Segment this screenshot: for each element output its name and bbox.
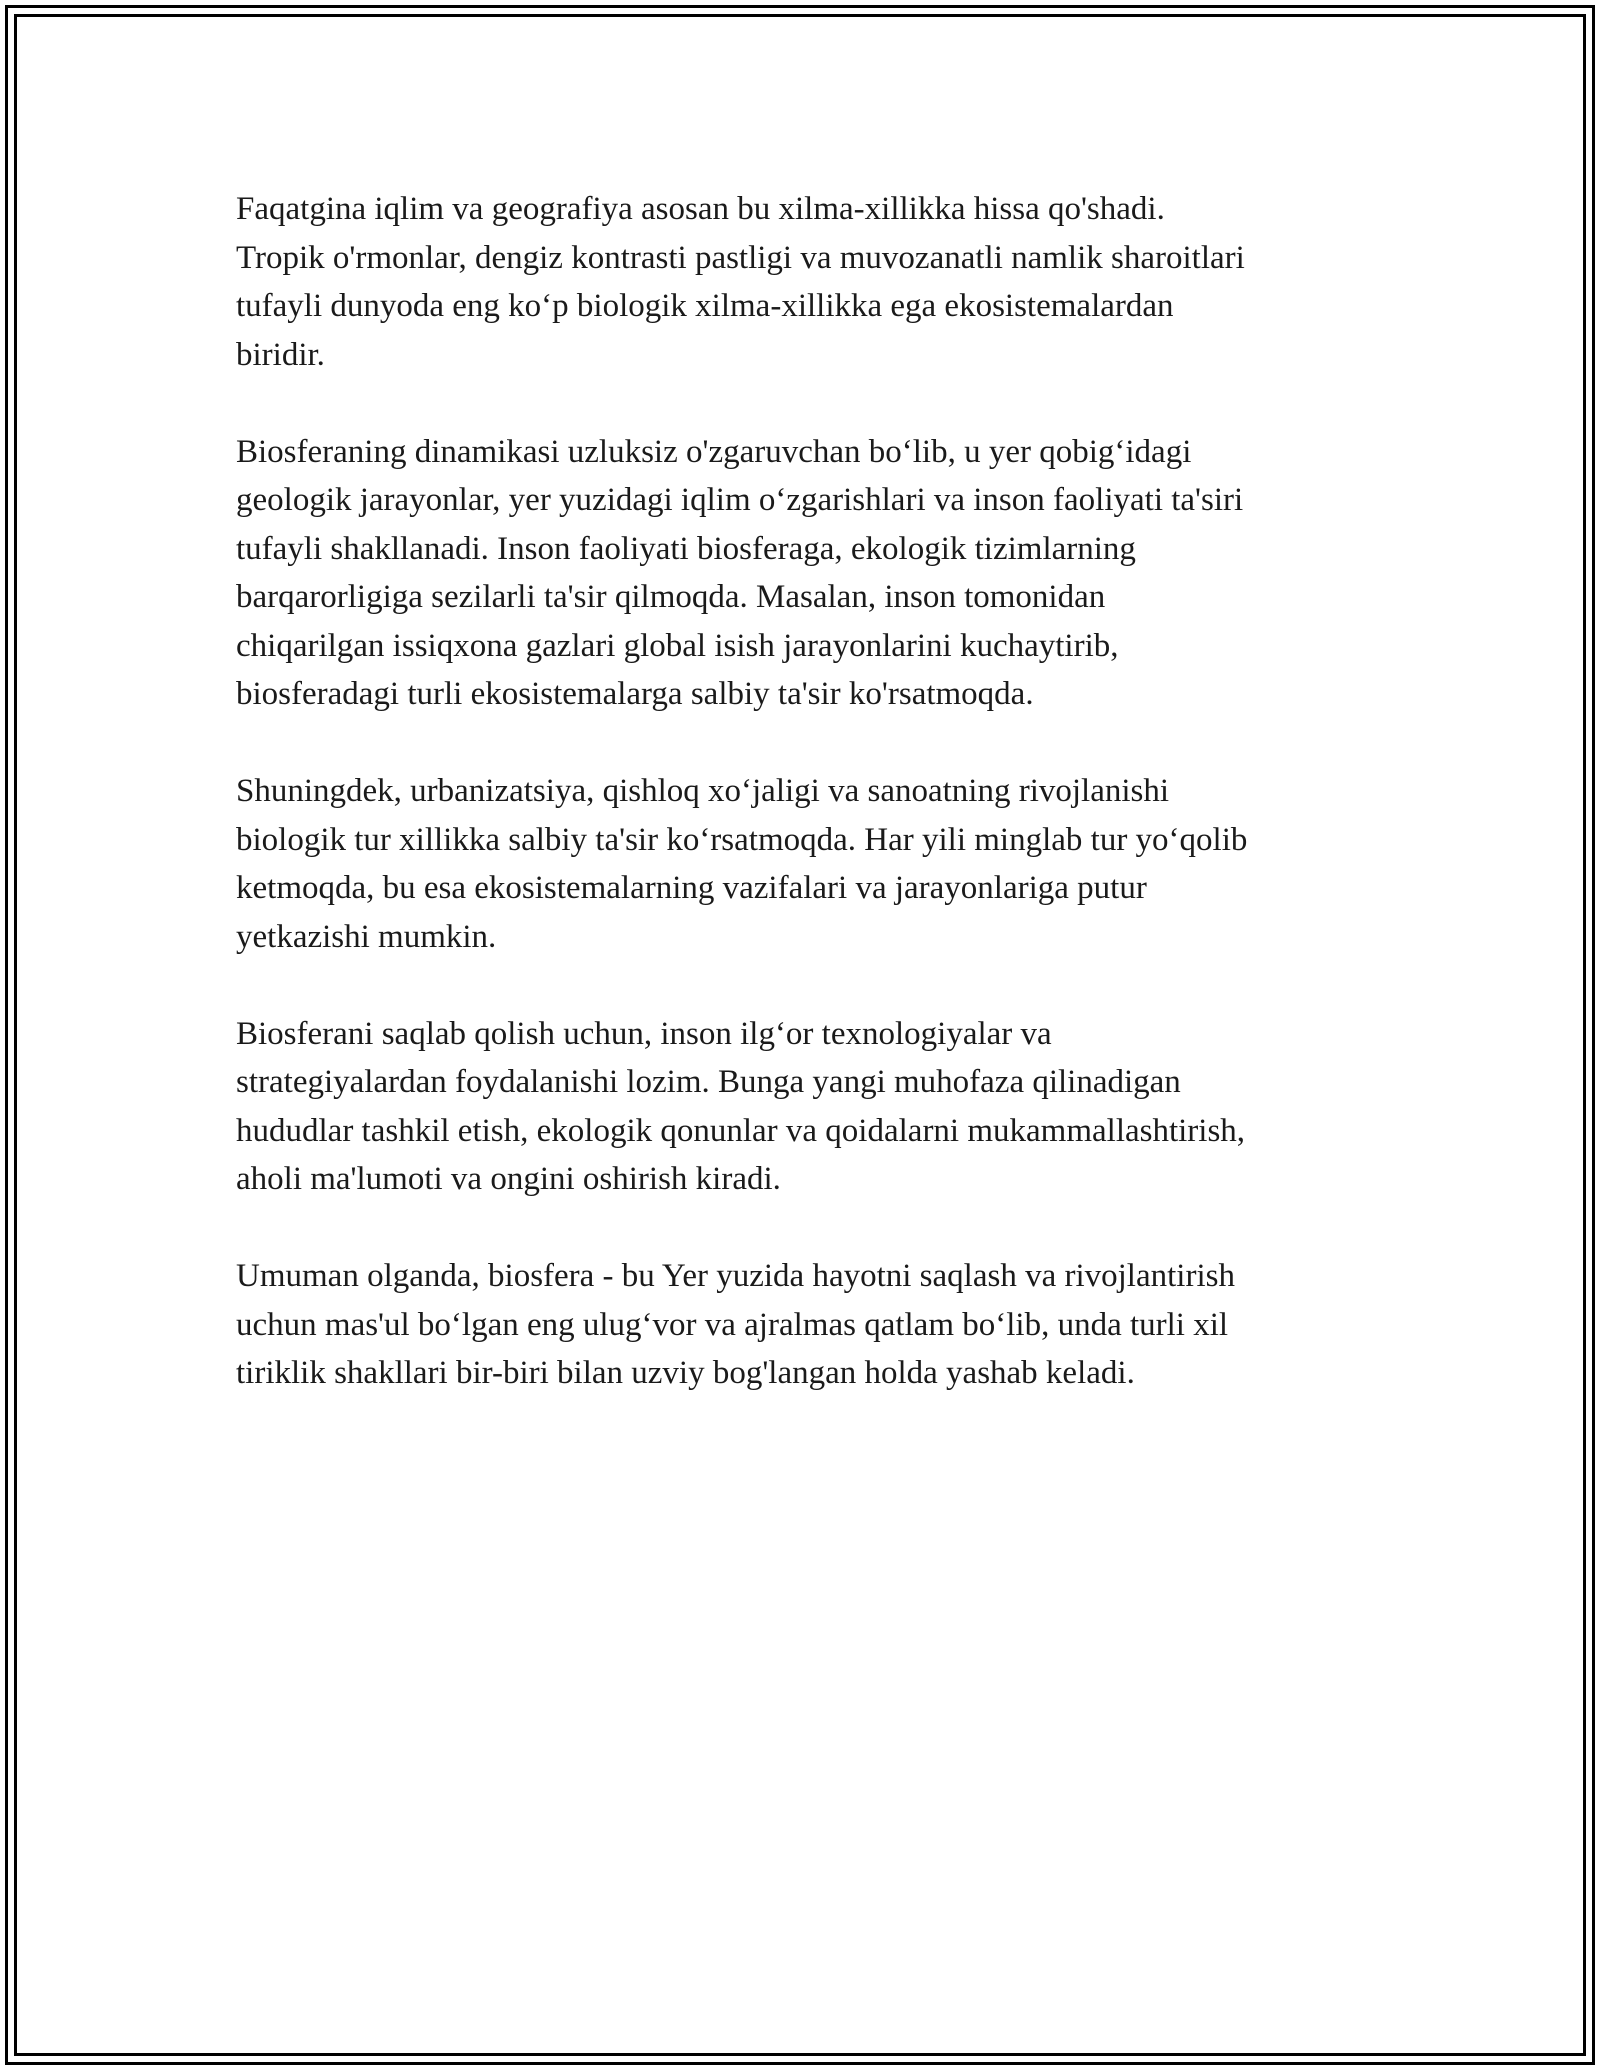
paragraph-4: Biosferani saqlab qolish uchun, inson ilg‘or texnologiyalar va strategiyalardan foydalanishi lozim. Bunga yangi muhofaza qilinadigan hududlar tashkil etish, ekologik qonunlar va qoidalarni mukammallashtirish, aholi ma'lumoti va ongini oshirish kiradi. bbox=[236, 1015, 1246, 1197]
paragraph-5: Umuman olganda, biosfera - bu Yer yuzida hayotni saqlash va rivojlantirish uchun mas'ul bo‘lgan eng ulug‘vor va ajralmas qatlam bo‘lib, unda turli xil tiriklik shakllari bir-biri bilan uzviy bog'langan holda yashab keladi. bbox=[236, 1258, 1235, 1391]
paragraph-1: Faqatgina iqlim va geografiya asosan bu xilma-xillikka hissa qo'shadi. Tropik o'rmonlar, dengiz kontrasti pastligi va muvozanatli namlik sharoitlari tufayli dunyoda eng ko‘p biologik xilma-xillikka ega ekosistemalardan biridir. bbox=[236, 191, 1245, 373]
paragraph-3: Shuningdek, urbanizatsiya, qishloq xo‘jaligi va sanoatning rivojlanishi biologik tur xillikka salbiy ta'sir ko‘rsatmoqda. Har yili minglab tur yo‘qolib ketmoqda, bu esa ekosistemalarning vazifalari va jarayonlariga putur yetkazishi mumkin. bbox=[236, 773, 1248, 955]
document-body bbox=[236, 185, 1376, 1446]
paragraph-2: Biosferaning dinamikasi uzluksiz o'zgaruvchan bo‘lib, u yer qobig‘idagi geologik jarayonlar, yer yuzidagi iqlim o‘zgarishlari va inson faoliyati ta'siri tufayli shakllanadi. Inson faoliyati biosferaga, ekologik tizimlarning barqarorligiga sezilarli ta'sir qilmoqda. Masalan, inson tomonidan chiqarilgan issiqxona gazlari global isish jarayonlarini kuchaytirib, biosferadagi turli ekosistemalarga salbiy ta'sir ko'rsatmoqda. bbox=[236, 433, 1244, 712]
